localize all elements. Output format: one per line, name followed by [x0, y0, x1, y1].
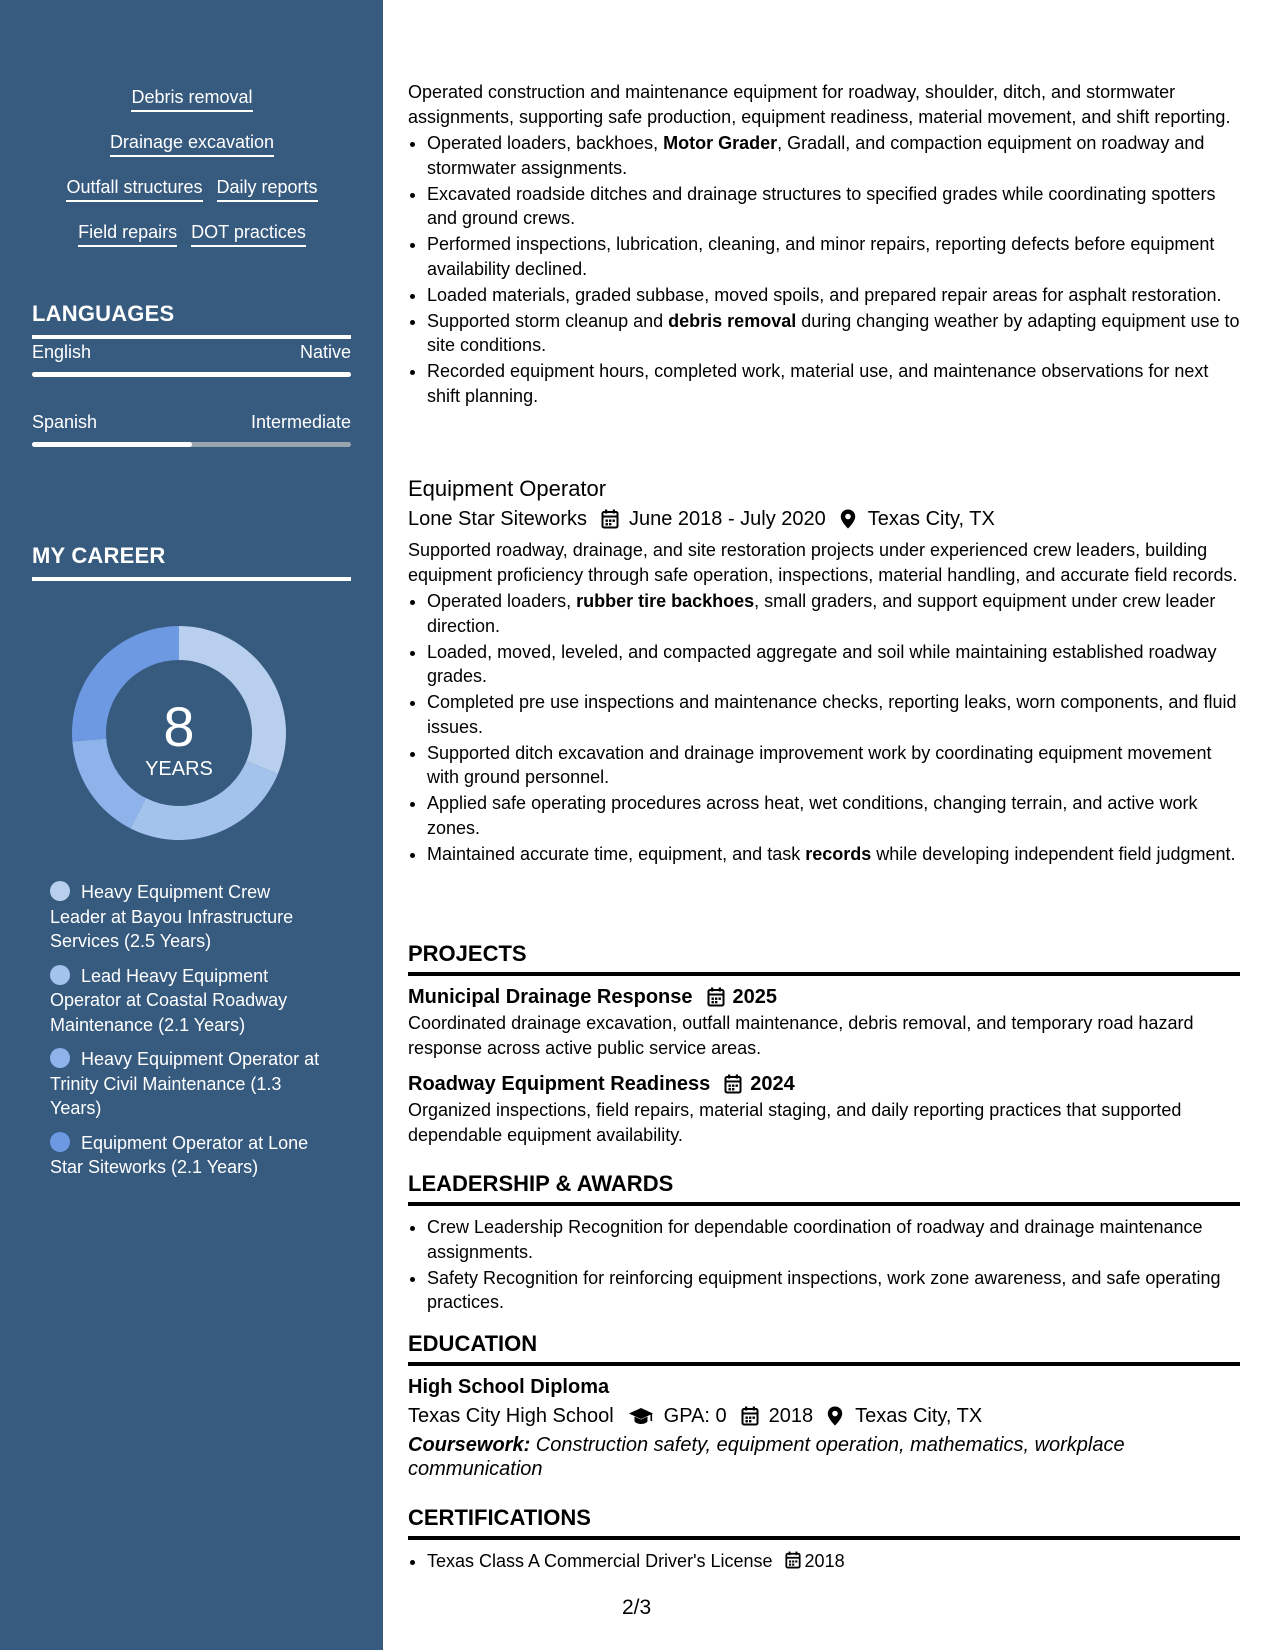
project-description: Organized inspections, field repairs, material staging, and daily reporting practices that supported dependable equipment availability.: [408, 1100, 1182, 1145]
job-entry: [408, 474, 1240, 868]
job-summary: Supported roadway, drainage, and site restoration projects under experienced crew leaders, building equipment proficiency through safe operation, inspections, material handling, and accurate field records.: [408, 540, 1238, 585]
job-dates: June 2018 - July 2020: [628, 508, 826, 530]
job-summary: Operated construction and maintenance equipment for roadway, shoulder, ditch, and stormwater assignments, supporting safe production, equipment readiness, material movement, and shift reporting.: [408, 82, 1231, 127]
job-bullet: • Recorded equipment hours, completed work, material use, and maintenance observations for next shift planning.: [427, 359, 1240, 408]
job-bullet: • Loaded materials, graded subbase, moved spoils, and prepared repair areas for asphalt restoration.: [427, 283, 1240, 308]
job-title: Equipment Operator: [408, 476, 607, 501]
skills-row: [32, 84, 352, 129]
language-name: Spanish: [32, 412, 98, 432]
job-company: Lone Star Siteworks: [408, 508, 587, 530]
certifications-list: [408, 1549, 1240, 1574]
skill-tag: Outfall structures: [66, 174, 202, 202]
career-item-label: Lead Heavy Equipment Operator at Coastal Roadway Maintenance (2.1 Years): [50, 965, 288, 1035]
career-donut-segment: [72, 739, 146, 829]
leadership-item: • Safety Recognition for reinforcing equipment inspections, work zone awareness, and safe operating practices.: [427, 1266, 1240, 1315]
education-section: [408, 1330, 1240, 1481]
education-degree: High School Diploma: [408, 1376, 610, 1398]
keyword: rubber tire backhoes: [576, 591, 755, 611]
career-item: [50, 1131, 330, 1180]
education-school: Texas City High School: [408, 1405, 614, 1427]
project-year: 2025: [732, 986, 778, 1008]
career-item: [50, 964, 330, 1038]
keyword: debris removal: [668, 310, 797, 331]
leadership-section: [408, 1170, 1240, 1316]
project-title: Roadway Equipment Readiness: [408, 1073, 711, 1095]
career-item: [50, 880, 330, 954]
coursework-text: Construction safety, equipment operation, mathematics, workplace communication: [408, 1434, 1125, 1480]
job-bullet: • Supported ditch excavation and drainage improvement work by coordinating equipment movement with ground personnel.: [427, 741, 1240, 790]
career-dot-icon: [50, 881, 70, 901]
location-pin-icon: [840, 509, 858, 529]
career-list: [50, 880, 330, 1190]
job-bullets: [408, 131, 1240, 408]
job-bullet: • Excavated roadside ditches and drainage structures to specified grades while coordinating spotters and ground crews.: [427, 182, 1240, 231]
calendar-icon: [707, 987, 725, 1007]
location-pin-icon: [827, 1406, 845, 1426]
keyword: Motor Grader: [663, 133, 778, 153]
job-location: Texas City, TX: [867, 508, 995, 530]
keyword: records: [805, 843, 872, 864]
job-bullet: • Completed pre use inspections and maintenance checks, reporting leaks, worn components, and fluid issues.: [427, 690, 1240, 739]
skills-row: [32, 129, 352, 174]
career-donut-segment: [179, 626, 286, 774]
page-number: 2/3: [622, 1596, 652, 1619]
skills-list: [32, 84, 352, 264]
language-proficiency-fill: [32, 442, 192, 447]
leadership-item: • Crew Leadership Recognition for dependable coordination of roadway and drainage maintenance assignments.: [427, 1215, 1240, 1264]
certifications-heading: CERTIFICATIONS: [408, 1504, 1240, 1540]
certification-year: 2018: [804, 1551, 845, 1571]
job-bullet: • Applied safe operating procedures across heat, wet conditions, changing terrain, and active work zones.: [427, 791, 1240, 840]
education-location: Texas City, TX: [855, 1405, 983, 1427]
certification-name: Texas Class A Commercial Driver's License: [427, 1551, 773, 1571]
language-proficiency-bar: [32, 372, 351, 377]
career-dot-icon: [50, 1048, 70, 1068]
language-item: [32, 410, 351, 447]
education-heading: EDUCATION: [408, 1330, 1240, 1366]
job-bullet: • Maintained accurate time, equipment, and task records while developing independent field judgment.: [427, 842, 1240, 867]
career-total-years: 8: [163, 695, 195, 758]
skills-row: [32, 174, 352, 219]
job-entry: [408, 80, 1240, 410]
project-year: 2024: [750, 1073, 795, 1095]
job-bullet: • Operated loaders, backhoes, Motor Grader, Gradall, and compaction equipment on roadway and stormwater assignments.: [427, 131, 1240, 180]
leadership-heading: LEADERSHIP & AWARDS: [408, 1170, 1240, 1206]
calendar-icon: [724, 1074, 742, 1094]
sidebar: [0, 0, 383, 1650]
calendar-icon: [785, 1551, 801, 1569]
graduation-cap-icon: [628, 1406, 654, 1426]
career-heading: MY CAREER: [32, 542, 351, 581]
career-item-label: Equipment Operator at Lone Star Siteworks (2.1 Years): [50, 1132, 309, 1177]
certification-item: [427, 1549, 1240, 1574]
skill-tag: DOT practices: [191, 219, 306, 247]
skills-row: [32, 219, 352, 264]
career-dot-icon: [50, 965, 70, 985]
job-bullet: • Loaded, moved, leveled, and compacted aggregate and soil while maintaining established roadway grades.: [427, 640, 1240, 689]
calendar-icon: [601, 509, 619, 529]
projects-section: [408, 940, 1240, 1147]
education-coursework: [408, 1433, 1240, 1481]
projects-heading: PROJECTS: [408, 940, 1240, 976]
job-meta: [408, 504, 1240, 534]
skill-tag: Daily reports: [217, 174, 318, 202]
career-dot-icon: [50, 1132, 70, 1152]
skill-tag: Debris removal: [131, 84, 252, 112]
career-item-label: Heavy Equipment Operator at Trinity Civil Maintenance (1.3 Years): [50, 1049, 320, 1118]
job-bullets: [408, 589, 1240, 866]
project-item: [408, 1070, 1240, 1147]
language-proficiency-bar: [32, 442, 351, 447]
job-bullet: • Performed inspections, lubrication, cleaning, and minor repairs, reporting defects before equipment availability declined.: [427, 232, 1240, 281]
job-bullet: • Supported storm cleanup and debris removal during changing weather by adapting equipment use to site conditions.: [427, 309, 1240, 358]
project-title: Municipal Drainage Response: [408, 986, 693, 1008]
language-level: Native: [299, 342, 351, 362]
calendar-icon: [741, 1406, 759, 1426]
language-proficiency-fill: [32, 372, 351, 377]
skill-tag: Drainage excavation: [110, 129, 274, 157]
education-meta: [408, 1401, 1240, 1431]
project-description: Coordinated drainage excavation, outfall maintenance, debris removal, and temporary road hazard response across active public service areas.: [408, 1013, 1194, 1058]
education-gpa: GPA: 0: [663, 1405, 727, 1427]
career-donut-chart: [64, 618, 294, 848]
language-item: [32, 340, 351, 377]
languages-heading: LANGUAGES: [32, 300, 351, 339]
language-name: English: [32, 342, 92, 362]
career-item-label: Heavy Equipment Crew Leader at Bayou Infrastructure Services (2.5 Years): [50, 882, 294, 951]
project-item: [408, 983, 1240, 1060]
language-level: Intermediate: [250, 412, 351, 432]
skill-tag: Field repairs: [78, 219, 177, 247]
career-item: [50, 1047, 330, 1121]
education-year: 2018: [768, 1405, 814, 1427]
certifications-section: [408, 1504, 1240, 1575]
job-bullet: • Operated loaders, rubber tire backhoes, small graders, and support equipment under crew leader direction.: [427, 589, 1240, 638]
career-years-label: YEARS: [145, 758, 213, 780]
coursework-label: Coursework:: [408, 1434, 531, 1456]
leadership-list: [408, 1215, 1240, 1315]
